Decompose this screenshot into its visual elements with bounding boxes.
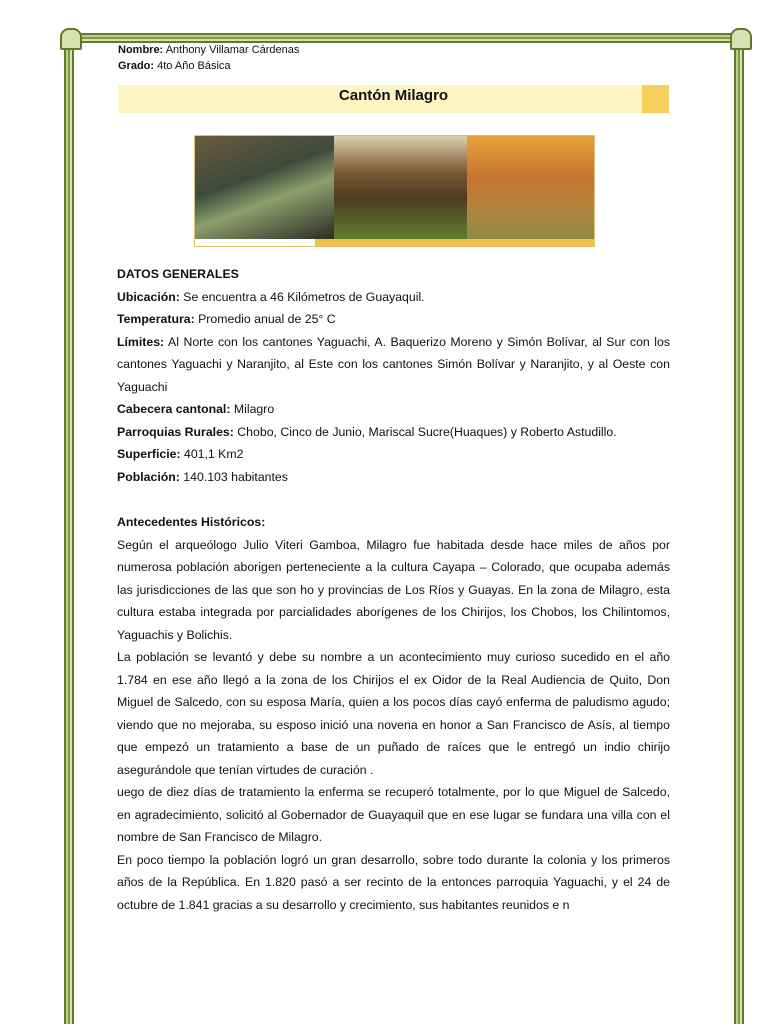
name-label: Nombre: (118, 44, 164, 56)
history-section (117, 511, 670, 916)
history-paragraph: En poco tiempo la población logró un gran desarrollo, sobre todo durante la colonia y los primeros años de la República. En 1.820 pasó a ser recinto de la entonces parroquia Yaguachi, y el 24 de octubre de 1.841 gracias a su desarrollo y crecimiento, sus habitantes reunidos e n (117, 852, 670, 912)
item-label: Cabecera cantonal: (117, 402, 231, 416)
history-paragraph: Según el arqueólogo Julio Viteri Gamboa, Milagro fue habitada desde hace miles de años por numerosa población aborigen perteneciente a la cultura Cayapa – Colorado, que ocupaba además las jurisdicciones de las que son ho y provincias de Los Ríos y Guayas. En la zona de Milagro, esta cultura estaba integrada por parcialidades aborígenes de los Chirijos, los Chobos, los Chilintomos, Yaguachis y Bolichis. (117, 537, 670, 642)
item-label: Superficie: (117, 447, 181, 461)
page-border-top (64, 33, 744, 43)
item-parroquias (117, 421, 670, 444)
page-border-left (64, 36, 74, 1024)
item-label: Temperatura: (117, 312, 195, 326)
item-limites (117, 331, 670, 399)
page-border-right (734, 36, 744, 1024)
item-cabecera (117, 398, 670, 421)
grade-line (118, 60, 231, 73)
history-heading: Antecedentes Históricos: (117, 515, 266, 529)
history-paragraph: La población se levantó y debe su nombre a un acontecimiento muy curioso sucedido en el año 1.784 en ese año llegó a la zona de los Chirijos el ex Oidor de la Real Audiencia de Quito, Don Miguel de Salcedo, con su esposa María, quien a los pocos días cayó enferma de paludismo agudo; viendo que no mejoraba, su esposo inició una novena en honor a San Francisco de Asís, al tiempo que empezó un tratamiento a base de un puñado de raíces que le entregó un indio chirijo asegurándole que tenían virtudes de curación . (117, 650, 670, 777)
title-accent (642, 85, 669, 113)
item-superficie (117, 443, 670, 466)
photo-farm-field (467, 136, 594, 239)
grade-label: Grado: (118, 60, 155, 72)
item-poblacion (117, 466, 670, 489)
item-value: Promedio anual de 25° C (198, 312, 336, 326)
name-value: Anthony Villamar Cárdenas (165, 44, 300, 56)
item-label: Límites: (117, 334, 165, 349)
photo-market-bicycles (195, 136, 334, 239)
item-label: Ubicación: (117, 289, 180, 304)
general-data-section (117, 263, 670, 488)
banner-strip-gold (315, 239, 594, 246)
student-name-line (118, 44, 299, 57)
banner-strip-white (195, 239, 315, 246)
item-value: Al Norte con los cantones Yaguachi, A. Baquerizo Moreno y Simón Bolívar, al Sur con los cantones Yaguachi y Naranjito, al Este con los cantones Simón Bolívar y Naranjito, y al Oeste con Yaguachi (117, 334, 670, 394)
title-bar (118, 85, 669, 113)
item-temperatura (117, 308, 670, 331)
item-value: Se encuentra a 46 Kilómetros de Guayaquil. (183, 289, 425, 304)
grade-value: 4to Año Básica (157, 60, 231, 72)
photo-banner (194, 135, 595, 247)
photo-wooden-house (334, 136, 467, 239)
history-paragraph: uego de diez días de tratamiento la enferma se recuperó totalmente, por lo que Miguel de Salcedo, en agradecimiento, solicitó al Gobernador de Guayaquil que en ese lugar se fundara una villa con el nombre de San Francisco de Milagro. (117, 785, 670, 844)
item-label: Población: (117, 469, 180, 484)
item-label: Parroquias Rurales: (117, 424, 234, 439)
item-value: 140.103 habitantes (183, 469, 288, 484)
page-title: Cantón Milagro (338, 87, 449, 104)
border-corner-left (60, 28, 82, 50)
general-heading: DATOS GENERALES (117, 267, 239, 281)
item-value: Chobo, Cinco de Junio, Mariscal Sucre(Huaques) y Roberto Astudillo. (237, 424, 617, 439)
item-ubicacion (117, 286, 670, 309)
item-value: Milagro (233, 402, 275, 416)
item-value: 401,1 Km2 (183, 447, 244, 461)
border-corner-right (730, 28, 752, 50)
